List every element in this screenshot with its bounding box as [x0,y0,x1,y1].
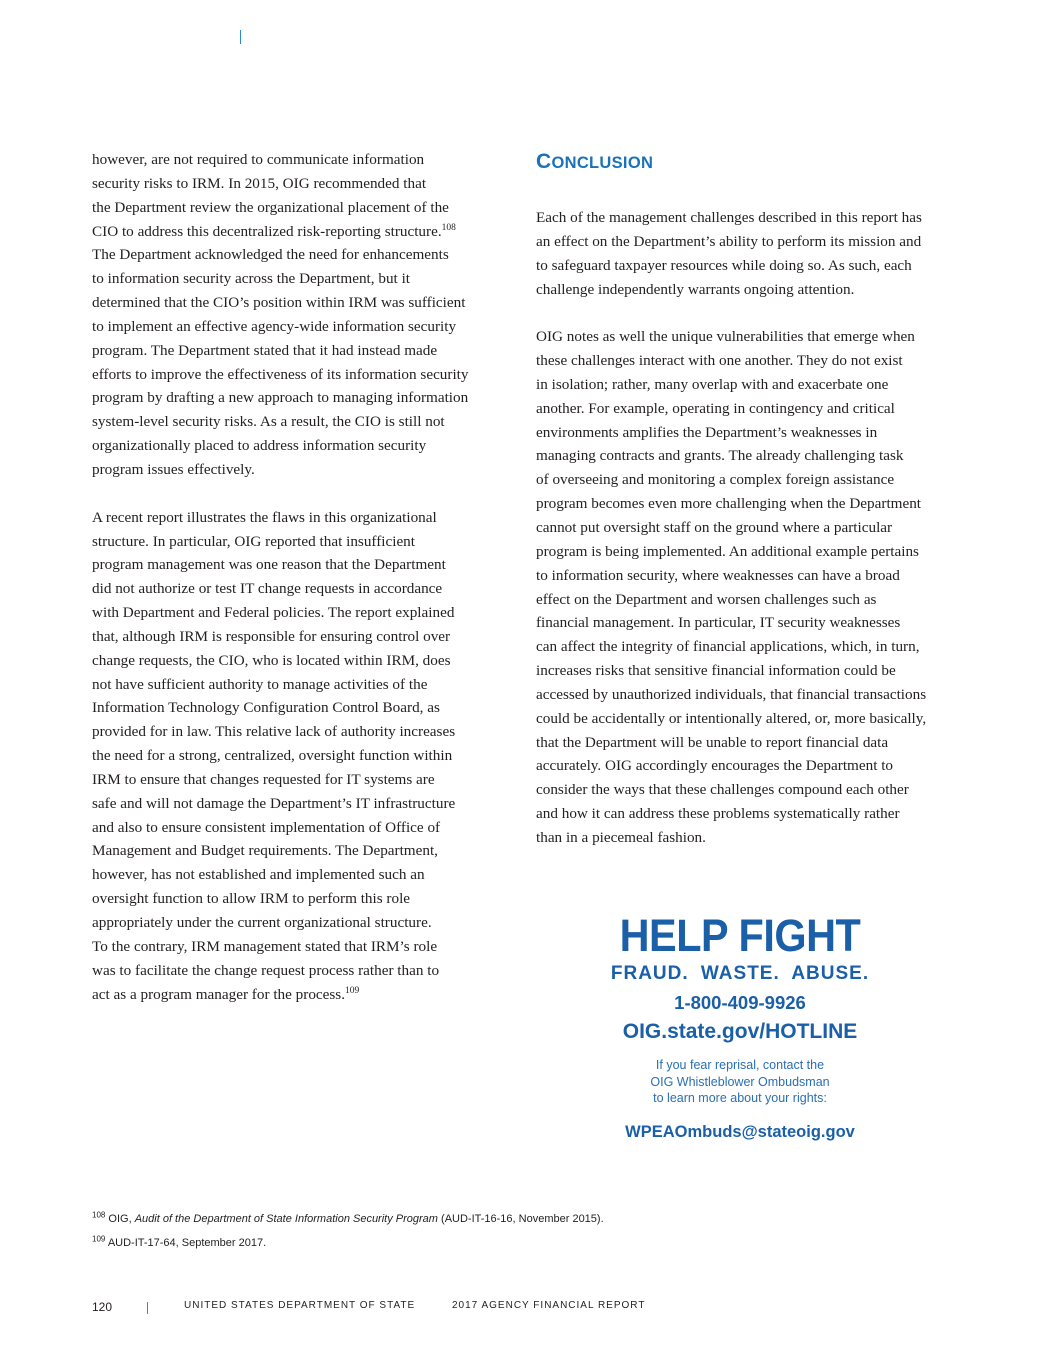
ombudsman-email-link[interactable]: WPEAOmbuds@stateoig.gov [625,1122,855,1141]
text-line: to information security across the Department, but it [92,270,411,288]
text-line: safe and will not damage the Department’s IT infrastructure [92,794,456,812]
heading-initial: C [536,150,552,173]
text-line: program. The Department stated that it had instead made [92,341,438,359]
paragraph-recent-report [92,506,522,1007]
reprisal-note-line: OIG Whistleblower Ombudsman [650,1074,830,1089]
footnote-suffix: (AUD-IT-16-16, November 2015). [437,1213,604,1225]
footnote-109 [92,1236,952,1250]
footer-divider [147,1302,148,1314]
text-line: could be accidentally or intentionally altered, or, more basically, [536,709,927,727]
text-line: appropriately under the current organizational structure. [92,914,432,931]
text-line: oversight function to allow IRM to perform this role [92,890,411,908]
footnote-ref-109: 109 [345,985,360,996]
text-line: to implement an effective agency-wide information security [92,317,457,335]
text-line: the need for a strong, centralized, oversight function within [92,747,453,765]
text-line: these challenges interact with one another. They do not exist [536,352,903,370]
text-line: and also to ensure consistent implementation of Office of [92,818,441,836]
text-line: with Department and Federal policies. The report explained [92,604,455,622]
text-line: Information Technology Configuration Control Board, as [92,699,440,717]
footnote-ref-108: 108 [441,222,456,233]
text-line: efforts to improve the effectiveness of its information security [92,365,469,383]
hotline-phone[interactable]: 1-800-409-9926 [674,992,806,1013]
text-line: the Department review the organizational placement of the [92,198,449,216]
text-line: program issues effectively. [92,460,255,478]
footnote-title: Audit of the Department of State Information Security Program [134,1213,438,1225]
text-line: can affect the integrity of financial applications, which, in turn, [536,638,920,656]
text-segment: CIO to address this decentralized risk-reporting structure. [92,222,442,240]
text-line [92,983,522,1007]
text-line: program becomes even more challenging when the Department [536,495,922,513]
hotline-subtitle: FRAUD. WASTE. ABUSE. [610,963,870,984]
text-line: A recent report illustrates the flaws in this organizational [92,508,437,526]
text-line: however, has not established and implemented such an [92,866,425,884]
text-line: cannot put oversight staff on the ground where a particular [536,518,893,536]
text-line: that, although IRM is responsible for ensuring control over [92,627,451,645]
text-line: however, are not required to communicate information [92,151,425,168]
text-line: increases risks that sensitive financial information could be [536,662,896,680]
text-line: system-level security risks. As a result, the CIO is still not [92,413,445,431]
text-line: program management was one reason that the Department [92,556,446,574]
text-line: provided for in law. This relative lack of authority increases [92,723,456,741]
page-number: 120 [92,1300,113,1314]
text-line: not have sufficient authority to manage activities of the [92,675,428,693]
left-column [92,148,522,1030]
hotline-url-link[interactable]: OIG.state.gov/HOTLINE [622,1020,858,1043]
hotline-title: HELP FIGHT [619,910,861,961]
text-line: security risks to IRM. In 2015, OIG recommended that [92,174,427,192]
footer-department: UNITED STATES DEPARTMENT OF STATE [184,1300,416,1311]
text-line: structure. In particular, OIG reported that insufficient [92,532,415,550]
text-line: program is being implemented. An additional example pertains [536,542,919,560]
text-line: OIG notes as well the unique vulnerabilities that emerge when [536,328,915,346]
text-line: accessed by unauthorized individuals, that financial transactions [536,685,927,703]
text-line: another. For example, operating in contingency and critical [536,399,895,417]
reprisal-note [596,1057,884,1107]
text-line: IRM to ensure that changes requested for IT systems are [92,770,435,788]
heading-rest: ONCLUSION [551,154,654,172]
text-line: effect on the Department and worsen challenges such as [536,590,877,608]
text-line: that the Department will be unable to report financial data [536,733,889,751]
text-line: of overseeing and monitoring a complex foreign assistance [536,471,895,489]
text-line: managing contracts and grants. The already challenging task [536,447,904,465]
footnotes [92,1212,952,1260]
text-line: change requests, the CIO, who is located within IRM, does [92,651,451,669]
reprisal-note-line: If you fear reprisal, contact the [655,1058,825,1072]
text-segment: act as a program manager for the process. [92,985,346,1003]
text-line: accurately. OIG accordingly encourages the Department to [536,757,894,775]
text-line: than in a piecemeal fashion. [536,828,706,846]
text-line: environments amplifies the Department’s weaknesses in [536,423,878,441]
paragraph-conclusion-2 [536,325,966,850]
text-line: an effect on the Department’s ability to perform its mission and [536,232,922,250]
footer-report-title: 2017 AGENCY FINANCIAL REPORT [452,1300,646,1311]
conclusion-heading [536,150,966,206]
text-line: challenge independently warrants ongoing attention. [536,280,855,298]
paragraph-conclusion-1 [536,206,966,301]
text-line [92,220,522,244]
footnote-prefix: OIG, [108,1213,135,1225]
right-column [536,148,966,874]
text-line: consider the ways that these challenges compound each other [536,781,909,799]
text-line: determined that the CIO’s position within IRM was sufficient [92,294,466,312]
footnote-108 [92,1212,952,1226]
text-line: to information security, where weaknesses can have a broad [536,566,900,584]
hotline-box [596,912,884,1143]
paragraph-cio-placement [92,148,522,482]
text-line: Each of the management challenges described in this report has [536,209,922,226]
text-line: to safeguard taxpayer resources while doing so. As such, each [536,256,912,274]
footnote-number: 109 [92,1234,106,1244]
text-line: financial management. In particular, IT security weaknesses [536,614,901,632]
page-footer [92,1300,952,1316]
text-line: and how it can address these problems systematically rather [536,805,900,823]
reprisal-note-line: to learn more about your rights: [653,1091,827,1105]
text-line: program by drafting a new approach to managing information [92,389,469,407]
header-rule [240,30,241,44]
text-line: did not authorize or test IT change requests in accordance [92,580,443,598]
footnote-text: AUD-IT-17-64, September 2017. [107,1237,267,1249]
footnote-number: 108 [92,1210,106,1220]
text-line: was to facilitate the change request process rather than to [92,961,440,979]
text-line: organizationally placed to address information security [92,437,427,455]
text-line: Management and Budget requirements. The Department, [92,842,438,860]
text-line: The Department acknowledged the need for enhancements [92,246,449,264]
text-line: in isolation; rather, many overlap with and exacerbate one [536,375,889,393]
text-line: To the contrary, IRM management stated that IRM’s role [92,937,438,955]
